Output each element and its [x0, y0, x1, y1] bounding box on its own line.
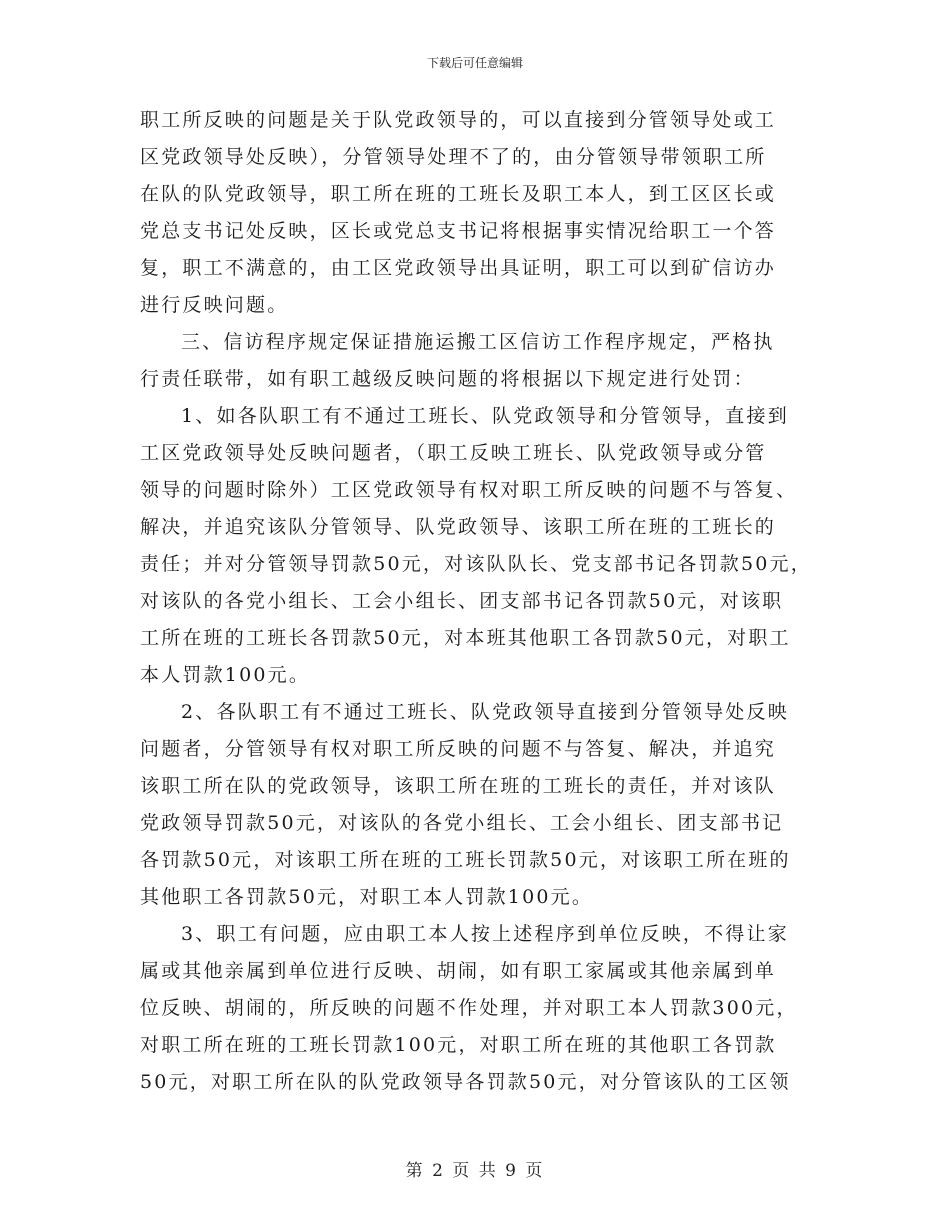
text-line: 2、各队职工有不通过工班长、队党政领导直接到分管领导处反映 [181, 701, 789, 723]
text-line: 3、职工有问题，应由职工本人按上述程序到单位反映，不得让家 [181, 923, 789, 945]
text-line: 本人罚款100元。 [140, 664, 311, 686]
text-line: 其他职工各罚款50元，对职工本人罚款100元。 [140, 886, 594, 908]
text-line: 对该队的各党小组长、工会小组长、团支部书记各罚款50元，对该职 [140, 590, 784, 612]
text-line: 该职工所在队的党政领导，该职工所在班的工班长的责任，并对该队 [140, 775, 777, 797]
text-line: 区党政领导处反映），分管领导处理不了的，由分管领导带领职工所 [140, 146, 767, 168]
text-line: 50元，对职工所在队的队党政领导各罚款50元，对分管该队的工区领 [140, 1071, 791, 1093]
text-line: 领导的问题时除外）工区党政领导有权对职工所反映的问题不与答复、 [140, 479, 798, 501]
text-line: 工所在班的工班长各罚款50元，对本班其他职工各罚款50元，对职工 [140, 627, 791, 649]
page-footer: 第 2 页 共 9 页 [405, 1161, 545, 1181]
text-line: 党总支书记处反映，区长或党总支书记将根据事实情况给职工一个答 [140, 220, 777, 242]
text-line: 属或其他亲属到单位进行反映、胡闹，如有职工家属或其他亲属到单 [140, 960, 777, 982]
text-line: 三、信访程序规定保证措施运搬工区信访工作程序规定，严格执 [181, 331, 775, 353]
text-line: 解决，并追究该队分管领导、队党政领导、该职工所在班的工班长的 [140, 516, 777, 538]
text-line: 1、如各队职工有不通过工班长、队党政领导和分管领导，直接到 [181, 405, 789, 427]
text-line: 责任；并对分管领导罚款50元，对该队队长、党支部书记各罚款50元， [140, 553, 812, 575]
text-line: 各罚款50元，对该职工所在班的工班长罚款50元，对该职工所在班的 [140, 849, 791, 871]
page-header: 下载后可任意编辑 [426, 56, 523, 70]
text-line: 位反映、胡闹的，所反映的问题不作处理，并对职工本人罚款300元， [140, 997, 798, 1019]
text-line: 党政领导罚款50元，对该队的各党小组长、工会小组长、团支部书记 [140, 812, 784, 834]
text-line: 进行反映问题。 [140, 294, 289, 316]
text-line: 问题者，分管领导有权对职工所反映的问题不与答复、解决，并追究 [140, 738, 777, 760]
text-line: 对职工所在班的工班长罚款100元，对职工所在班的其他职工各罚款 [140, 1034, 777, 1056]
text-line: 工区党政领导处反映问题者，（职工反映工班长、队党政领导或分管 [140, 442, 767, 464]
text-line: 在队的队党政领导，职工所在班的工班长及职工本人，到工区区长或 [140, 183, 777, 205]
text-line: 复，职工不满意的，由工区党政领导出具证明，职工可以到矿信访办 [140, 257, 777, 279]
text-line: 职工所反映的问题是关于队党政领导的，可以直接到分管领导处或工 [140, 109, 777, 131]
text-line: 行责任联带，如有职工越级反映问题的将根据以下规定进行处罚： [140, 368, 755, 390]
